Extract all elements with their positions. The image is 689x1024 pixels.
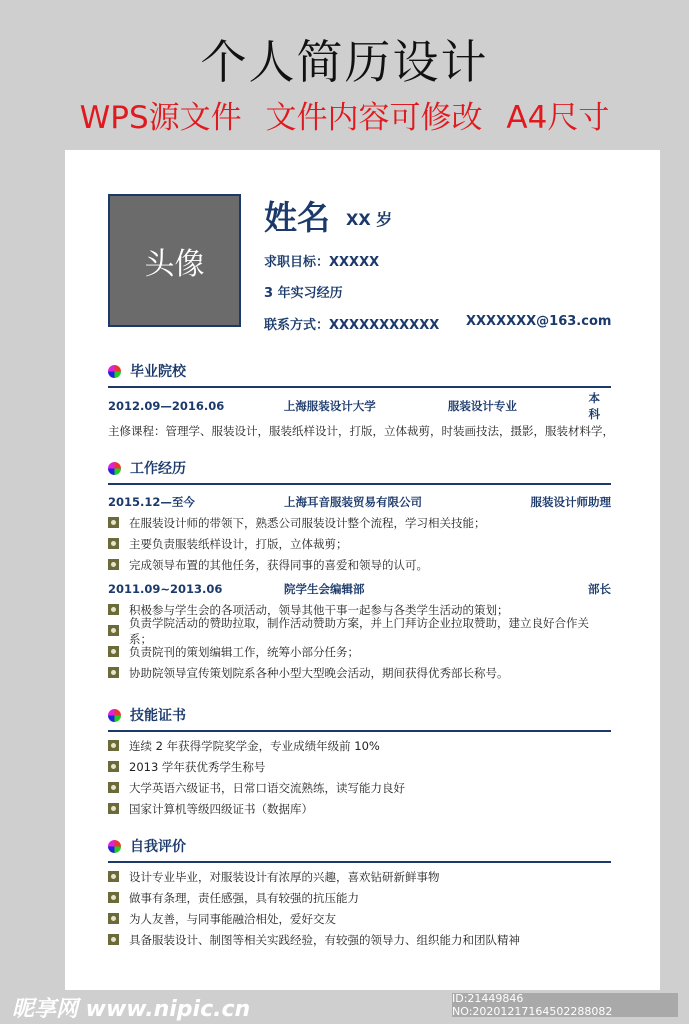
job-org: 上海耳音服装贸易有限公司 bbox=[284, 495, 422, 509]
bullet-icon bbox=[108, 667, 119, 678]
section-heading: 毕业院校 bbox=[130, 364, 186, 380]
bullet-icon bbox=[108, 517, 119, 528]
watermark-logo: 昵享网 www.nipic.cn bbox=[12, 997, 251, 1022]
contact-email: XXXXXXX@163.com bbox=[466, 314, 612, 329]
section-heading: 技能证书 bbox=[130, 708, 186, 724]
job-role: 部长 bbox=[588, 582, 611, 596]
bullet-icon bbox=[108, 803, 119, 814]
list-item-text: 设计专业毕业，对服装设计有浓厚的兴趣，喜欢钻研新鲜事物 bbox=[129, 869, 440, 884]
list-item bbox=[108, 908, 611, 929]
objective: 求职目标：XXXXX bbox=[264, 255, 380, 270]
job-header bbox=[108, 492, 611, 512]
experience-years: 3 年实习经历 bbox=[264, 286, 343, 301]
list-item bbox=[108, 512, 611, 533]
list-item-text: 在服装设计师的带领下，熟悉公司服装设计整个流程，学习相关技能； bbox=[129, 515, 486, 530]
list-item bbox=[108, 662, 611, 683]
list-item-text: 国家计算机等级四级证书（数据库） bbox=[129, 801, 313, 816]
list-item bbox=[108, 929, 611, 950]
list-item bbox=[108, 756, 611, 777]
bullet-icon bbox=[108, 604, 119, 615]
list-item-text: 积极参与学生会的各项活动，领导其他干事一起参与各类学生活动的策划； bbox=[129, 602, 509, 617]
list-item-text: 大学英语六级证书，日常口语交流熟练，读写能力良好 bbox=[129, 780, 405, 795]
edu-school: 上海服装设计大学 bbox=[283, 399, 376, 413]
list-item-text: 协助院领导宣传策划院系各种小型大型晚会活动，期间获得优秀部长称号。 bbox=[129, 665, 509, 680]
bullet-icon bbox=[108, 782, 119, 793]
edu-degree: 本科 bbox=[588, 391, 601, 421]
edu-period: 2012.09—2016.06 bbox=[108, 399, 225, 413]
section-icon bbox=[108, 462, 121, 475]
bullet-icon bbox=[108, 871, 119, 882]
avatar: 头像 bbox=[108, 194, 241, 327]
section-heading: 自我评价 bbox=[130, 839, 186, 855]
job-org: 院学生会编辑部 bbox=[284, 582, 365, 596]
bullet-icon bbox=[108, 740, 119, 751]
list-item bbox=[108, 533, 611, 554]
list-item-text: 负责学院活动的赞助拉取，制作活动赞助方案，并上门拜访企业拉取赞助，建立良好合作关系； bbox=[129, 615, 589, 646]
list-item-text: 具备服装设计、制图等相关实践经验，有较强的领导力、组织能力和团队精神 bbox=[129, 932, 520, 947]
edu-courses: 主修课程：管理学、服装设计，服装纸样设计，打版，立体裁剪，时装画技法，摄影，服装材料学， bbox=[108, 423, 614, 438]
bullet-icon bbox=[108, 913, 119, 924]
contact-phone: 联系方式：XXXXXXXXXXX bbox=[264, 318, 440, 333]
bullet-icon bbox=[108, 538, 119, 549]
education-section bbox=[108, 361, 614, 441]
list-item bbox=[108, 777, 611, 798]
bullet-icon bbox=[108, 559, 119, 570]
section-icon bbox=[108, 840, 121, 853]
list-item-text: 连续 2 年获得学院奖学金，专业成绩年级前 10% bbox=[129, 738, 380, 753]
divider bbox=[108, 386, 611, 388]
watermark-id: ID:21449846 NO:20201217164502288082 bbox=[452, 993, 678, 1017]
job-period: 2011.09~2013.06 bbox=[108, 582, 223, 596]
edu-major: 服装设计专业 bbox=[447, 399, 517, 413]
bullet-icon bbox=[108, 761, 119, 772]
list-item-text: 为人友善，与同事能融洽相处，爱好交友 bbox=[129, 911, 336, 926]
job-period: 2015.12—至今 bbox=[108, 495, 195, 509]
bullet-icon bbox=[108, 625, 119, 636]
list-item bbox=[108, 866, 611, 887]
job-header bbox=[108, 579, 611, 599]
bullet-icon bbox=[108, 892, 119, 903]
banner-title: 个人简历设计 bbox=[200, 35, 489, 89]
list-item-text: 做事有条理，责任感强，具有较强的抗压能力 bbox=[129, 890, 359, 905]
list-item bbox=[108, 887, 611, 908]
section-icon bbox=[108, 365, 121, 378]
name: 姓名 bbox=[264, 198, 330, 237]
divider bbox=[108, 861, 611, 863]
age: XX 岁 bbox=[346, 210, 393, 229]
list-item bbox=[108, 735, 611, 756]
section-heading: 工作经历 bbox=[130, 461, 186, 477]
divider bbox=[108, 483, 611, 485]
skills-section bbox=[108, 705, 611, 819]
list-item-text: 2013 学年获优秀学生称号 bbox=[129, 759, 266, 774]
work-section bbox=[108, 458, 611, 683]
list-item bbox=[108, 798, 611, 819]
job-role: 服装设计师助理 bbox=[530, 495, 611, 509]
list-item bbox=[108, 554, 611, 575]
self-evaluation-section bbox=[108, 836, 611, 950]
section-icon bbox=[108, 709, 121, 722]
bullet-icon bbox=[108, 934, 119, 945]
divider bbox=[108, 730, 611, 732]
bullet-icon bbox=[108, 646, 119, 657]
list-item bbox=[108, 615, 611, 646]
list-item-text: 完成领导布置的其他任务，获得同事的喜爱和领导的认可。 bbox=[129, 557, 428, 572]
list-item-text: 负责院刊的策划编辑工作，统筹小部分任务； bbox=[129, 644, 359, 659]
list-item-text: 主要负责服装纸样设计，打版，立体裁剪； bbox=[129, 536, 348, 551]
banner-subtitle: WPS源文件 文件内容可修改 A4尺寸 bbox=[79, 100, 610, 136]
